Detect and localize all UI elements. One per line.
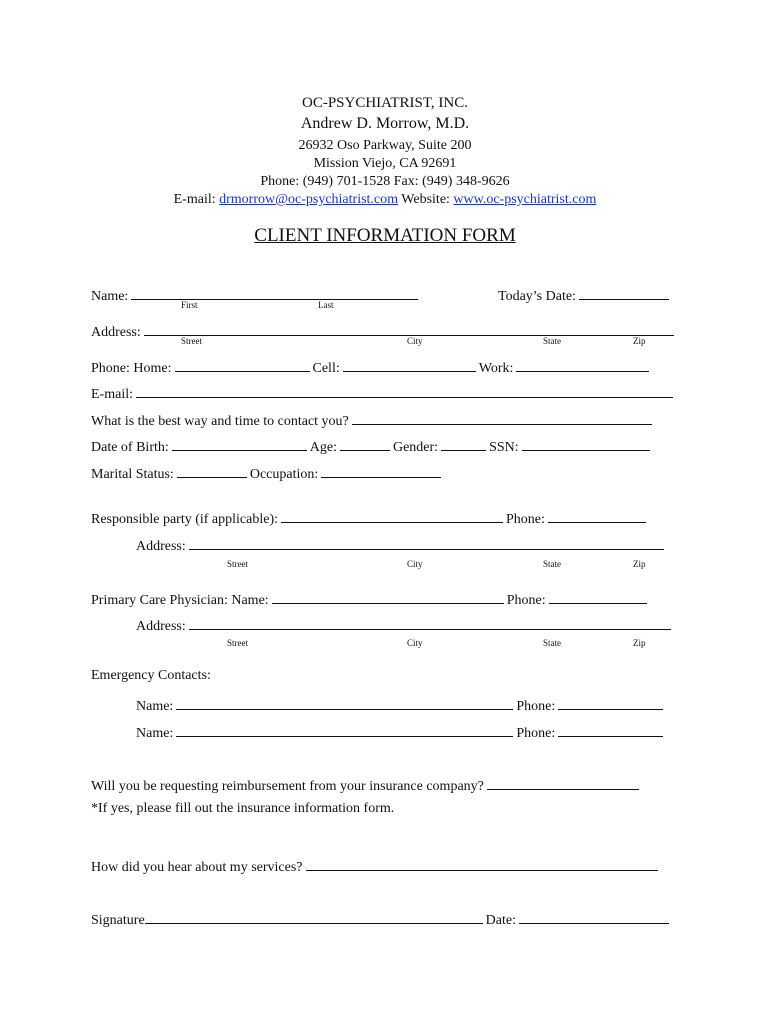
pcp-row xyxy=(91,589,650,609)
dob-field[interactable] xyxy=(172,436,307,451)
street-caption: Street xyxy=(181,336,202,346)
company-name: OC-PSYCHIATRIST, INC. xyxy=(302,95,468,111)
dob-label: Date of Birth: xyxy=(91,440,169,455)
pcp-label: Primary Care Physician: Name: xyxy=(91,593,269,608)
ec2-name-label: Name: xyxy=(136,726,174,741)
referral-label: How did you hear about my services? xyxy=(91,860,303,875)
address-label: Address: xyxy=(91,325,141,340)
ec1-name-field[interactable] xyxy=(176,695,513,710)
phone-row xyxy=(91,357,652,377)
name-row xyxy=(91,285,421,305)
responsible-label: Responsible party (if applicable): xyxy=(91,512,278,527)
ssn-field[interactable] xyxy=(522,436,650,451)
signature-date-field[interactable] xyxy=(519,909,669,924)
email-website-line xyxy=(0,191,770,209)
resp-street-caption: Street xyxy=(227,559,248,569)
address-line-1: 26932 Oso Parkway, Suite 200 xyxy=(298,138,472,153)
gender-label: Gender: xyxy=(392,440,439,455)
email-field-label: E-mail: xyxy=(91,387,133,402)
cell-label: Cell: xyxy=(312,361,340,376)
referral-row xyxy=(91,856,661,876)
pcp-address-row xyxy=(136,615,674,635)
pcp-street-caption: Street xyxy=(227,638,248,648)
ec1-phone-label: Phone: xyxy=(516,699,556,714)
ec1-name-label: Name: xyxy=(136,699,174,714)
ec2-phone-label: Phone: xyxy=(516,726,556,741)
phone-home-field[interactable] xyxy=(175,357,310,372)
responsible-phone-field[interactable] xyxy=(548,508,646,523)
responsible-address-row xyxy=(136,535,667,555)
occupation-field[interactable] xyxy=(321,463,441,478)
emergency-contact-1-row xyxy=(136,695,666,715)
name-label: Name: xyxy=(91,289,129,304)
resp-zip-caption: Zip xyxy=(633,559,646,569)
marital-row xyxy=(91,463,444,483)
responsible-field[interactable] xyxy=(281,508,503,523)
responsible-address-label: Address: xyxy=(136,539,186,554)
resp-city-caption: City xyxy=(407,559,423,569)
insurance-note: *If yes, please fill out the insurance information form. xyxy=(91,801,395,816)
pcp-city-caption: City xyxy=(407,638,423,648)
work-label: Work: xyxy=(478,361,514,376)
signature-field[interactable] xyxy=(145,909,483,924)
last-caption: Last xyxy=(318,300,334,310)
email-link[interactable]: drmorrow@oc-psychiatrist.com xyxy=(219,192,399,207)
ssn-label: SSN: xyxy=(489,440,519,455)
first-caption: First xyxy=(181,300,198,310)
email-row xyxy=(91,383,676,403)
contact-pref-row xyxy=(91,410,655,430)
ec1-phone-field[interactable] xyxy=(558,695,663,710)
name-field[interactable] xyxy=(131,285,418,300)
pcp-state-caption: State xyxy=(543,638,561,648)
todays-date-field[interactable] xyxy=(579,285,669,300)
age-field[interactable] xyxy=(340,436,390,451)
address-row xyxy=(91,321,677,341)
resp-state-caption: State xyxy=(543,559,561,569)
pcp-phone-field[interactable] xyxy=(549,589,647,604)
referral-field[interactable] xyxy=(306,856,658,871)
pcp-phone-label: Phone: xyxy=(506,593,546,608)
contact-block xyxy=(0,137,770,209)
ec2-name-field[interactable] xyxy=(176,722,513,737)
form-title: CLIENT INFORMATION FORM xyxy=(254,225,516,246)
ec2-phone-field[interactable] xyxy=(558,722,663,737)
marital-label: Marital Status: xyxy=(91,467,174,482)
occupation-label: Occupation: xyxy=(249,467,319,482)
contact-pref-label: What is the best way and time to contact you? xyxy=(91,414,349,429)
reimbursement-field[interactable] xyxy=(487,775,639,790)
address-field[interactable] xyxy=(144,321,674,336)
phone-home-label: Phone: Home: xyxy=(91,361,172,376)
signature-label: Signature xyxy=(91,913,145,928)
signature-date-label: Date: xyxy=(485,913,516,928)
responsible-row xyxy=(91,508,649,528)
work-field[interactable] xyxy=(516,357,649,372)
website-link[interactable]: www.oc-psychiatrist.com xyxy=(453,192,597,207)
marital-field[interactable] xyxy=(177,463,247,478)
pcp-name-field[interactable] xyxy=(272,589,504,604)
todays-date-row xyxy=(498,285,672,305)
pcp-zip-caption: Zip xyxy=(633,638,646,648)
reimbursement-row xyxy=(91,775,642,795)
responsible-phone-label: Phone: xyxy=(506,512,545,527)
website-label: Website: xyxy=(401,192,450,207)
email-label: E-mail: xyxy=(173,192,216,207)
cell-field[interactable] xyxy=(343,357,476,372)
pcp-address-label: Address: xyxy=(136,619,186,634)
city-caption: City xyxy=(407,336,423,346)
dob-row xyxy=(91,436,653,456)
signature-row xyxy=(91,909,672,929)
responsible-address-field[interactable] xyxy=(189,535,664,550)
emergency-heading: Emergency Contacts: xyxy=(91,668,211,683)
reimbursement-label: Will you be requesting reimbursement from your insurance company? xyxy=(91,779,484,794)
contact-pref-field[interactable] xyxy=(352,410,652,425)
phone-fax-line: Phone: (949) 701-1528 Fax: (949) 348-9626 xyxy=(260,174,510,189)
age-label: Age: xyxy=(309,440,337,455)
doctor-name: Andrew D. Morrow, M.D. xyxy=(300,115,470,132)
state-caption: State xyxy=(543,336,561,346)
zip-caption: Zip xyxy=(633,336,646,346)
gender-field[interactable] xyxy=(441,436,486,451)
emergency-contact-2-row xyxy=(136,722,666,742)
address-line-2: Mission Viejo, CA 92691 xyxy=(313,156,457,171)
pcp-address-field[interactable] xyxy=(189,615,671,630)
email-field[interactable] xyxy=(136,383,673,398)
todays-date-label: Today’s Date: xyxy=(498,289,576,304)
